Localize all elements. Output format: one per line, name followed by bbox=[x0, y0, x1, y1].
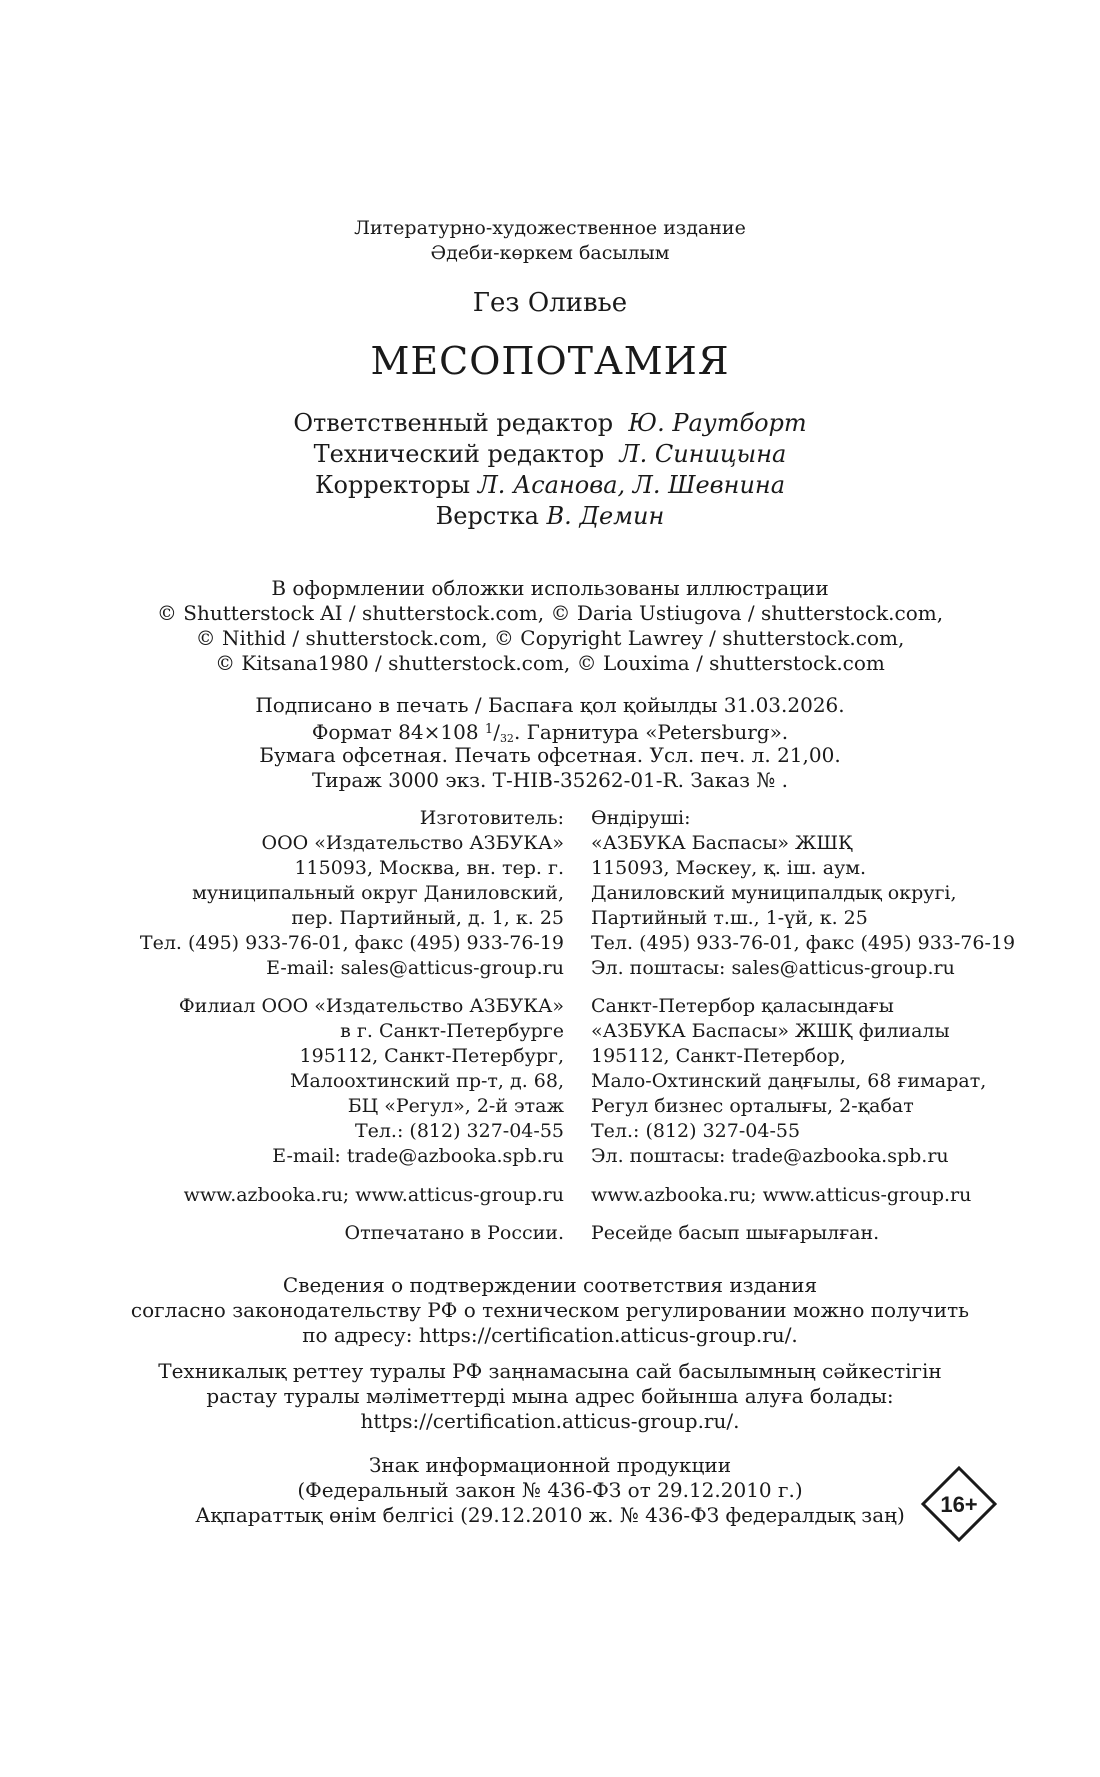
tech-editor-name: Л. Синицына bbox=[619, 440, 787, 468]
layout-name: В. Демин bbox=[546, 502, 665, 530]
manufacturer-kz-line: Тел. (495) 933-76-01, факс (495) 933-76-19 bbox=[591, 932, 1016, 954]
branch-ru-line: E-mail: trade@azbooka.spb.ru bbox=[272, 1145, 564, 1167]
resp-editor-label: Ответственный редактор bbox=[293, 409, 614, 437]
branch-ru-line: Тел.: (812) 327-04-55 bbox=[354, 1120, 564, 1142]
branch-ru-line: Филиал ООО «Издательство АЗБУКА» bbox=[178, 995, 564, 1017]
format-suffix: . Гарнитура «Petersburg». bbox=[513, 720, 789, 744]
info-sign-line: Знак информационной продукции bbox=[368, 1453, 732, 1477]
manufacturer-kz bbox=[591, 806, 1031, 981]
book-title: МЕСОПОТАМИЯ bbox=[370, 339, 730, 383]
certification-kz-line: растау туралы мәліметтерді мына адрес бойынша алуға болады: bbox=[206, 1384, 894, 1408]
certification-kz-line: Техникалық реттеу туралы РФ заңнамасына сай басылымның сәйкестігін bbox=[158, 1359, 942, 1383]
branch-kz-line: Санкт-Петербор қаласындағы bbox=[591, 995, 894, 1017]
branch-ru bbox=[120, 994, 564, 1169]
correctors-line bbox=[0, 470, 1100, 501]
manufacturer-ru-line: Изготовитель: bbox=[419, 807, 564, 829]
branch-ru-line: 195112, Санкт-Петербург, bbox=[299, 1045, 564, 1067]
manufacturer-ru-line: E-mail: sales@atticus-group.ru bbox=[266, 957, 564, 979]
manufacturer-ru-line: ООО «Издательство АЗБУКА» bbox=[261, 832, 564, 854]
format-line: Формат 84×108 $^1/_{32}$. Гарнитура «Petersburg». bbox=[311, 720, 789, 745]
run-line: Тираж 3000 экз. Т-HIB-35262-01-R. Заказ № . bbox=[311, 768, 789, 792]
branch-kz-line: Тел.: (812) 327-04-55 bbox=[591, 1120, 801, 1142]
tech-editor-line bbox=[0, 439, 1100, 470]
cover-illustrations-line: © Nithid / shutterstock.com, © Copyright Lawrey / shutterstock.com, bbox=[195, 626, 905, 650]
resp-editor-line bbox=[0, 408, 1100, 439]
certification-ru-line: по адресу: https://certification.atticus-group.ru/. bbox=[302, 1323, 798, 1347]
manufacturer-kz-line: Партийный т.ш., 1-үй, к. 25 bbox=[591, 907, 868, 929]
branch-ru-line: в г. Санкт-Петербурге bbox=[340, 1020, 564, 1042]
format-denominator: 32 bbox=[499, 732, 514, 745]
edition-type-kz: Әдеби-көркем басылым bbox=[430, 242, 670, 264]
printed-ru: Отпечатано в России. bbox=[344, 1222, 564, 1244]
branch-kz-line: «АЗБУКА Баспасы» ЖШҚ филиалы bbox=[591, 1020, 950, 1042]
age-rating-badge bbox=[920, 1465, 998, 1543]
info-sign-line: (Федеральный закон № 436-ФЗ от 29.12.2010 г.) bbox=[297, 1478, 803, 1502]
web-ru: www.azbooka.ru; www.atticus-group.ru bbox=[183, 1184, 564, 1206]
resp-editor-name: Ю. Раутборт bbox=[628, 409, 807, 437]
correctors-label: Корректоры bbox=[314, 471, 471, 499]
layout-line bbox=[0, 501, 1100, 532]
edition-type-ru: Литературно-художественное издание bbox=[354, 217, 746, 239]
branch-kz-line: Эл. поштасы: trade@azbooka.spb.ru bbox=[591, 1145, 949, 1167]
branch-kz-line: Мало-Охтинский даңғылы, 68 ғимарат, bbox=[591, 1070, 987, 1092]
info-sign-line: Ақпараттық өнім белгісі (29.12.2010 ж. № 436-ФЗ федералдық заң) bbox=[195, 1503, 905, 1527]
signed-for-print: Подписано в печать / Баспаға қол қойылды 31.03.2026. bbox=[255, 693, 845, 717]
manufacturer-kz-line: «АЗБУКА Баспасы» ЖШҚ bbox=[591, 832, 853, 854]
paper-line: Бумага офсетная. Печать офсетная. Усл. печ. л. 21,00. bbox=[259, 743, 841, 767]
manufacturer-kz-line: Өндіруші: bbox=[591, 807, 691, 829]
layout-label: Верстка bbox=[435, 502, 539, 530]
branch-ru-line: БЦ «Регул», 2-й этаж bbox=[347, 1095, 564, 1117]
tech-editor-label: Технический редактор bbox=[313, 440, 605, 468]
age-rating-text: 16+ bbox=[940, 1492, 978, 1517]
manufacturer-ru-line: 115093, Москва, вн. тер. г. bbox=[294, 857, 564, 879]
branch-kz-line: Регул бизнес орталығы, 2-қабат bbox=[591, 1095, 914, 1117]
manufacturer-kz-line: 115093, Мәскеу, қ. іш. аум. bbox=[591, 857, 867, 879]
branch-kz bbox=[591, 994, 1031, 1169]
manufacturer-ru-line: пер. Партийный, д. 1, к. 25 bbox=[291, 907, 564, 929]
manufacturer-ru bbox=[120, 806, 564, 981]
author-name: Гез Оливье bbox=[472, 288, 628, 318]
format-prefix: Формат 84×108 bbox=[311, 720, 485, 744]
format-numerator: 1 bbox=[484, 722, 494, 737]
certification-ru-line: Сведения о подтверждении соответствия издания bbox=[282, 1273, 818, 1297]
cover-illustrations-line: © Shutterstock AI / shutterstock.com, © Daria Ustiugova / shutterstock.com, bbox=[156, 601, 944, 625]
correctors-names: Л. Асанова, Л. Шевнина bbox=[477, 471, 786, 499]
certification-ru-line: согласно законодательству РФ о техническом регулировании можно получить bbox=[130, 1298, 970, 1322]
branch-ru-line: Малоохтинский пр-т, д. 68, bbox=[290, 1070, 564, 1092]
manufacturer-ru-line: Тел. (495) 933-76-01, факс (495) 933-76-19 bbox=[139, 932, 564, 954]
manufacturer-kz-line: Даниловский муниципалдық округі, bbox=[591, 882, 957, 904]
manufacturer-ru-line: муниципальный округ Даниловский, bbox=[192, 882, 564, 904]
cover-illustrations-line: В оформлении обложки использованы иллюстрации bbox=[271, 576, 829, 600]
web-kz: www.azbooka.ru; www.atticus-group.ru bbox=[591, 1184, 972, 1206]
cover-illustrations-line: © Kitsana1980 / shutterstock.com, © Louxima / shutterstock.com bbox=[215, 651, 885, 675]
manufacturer-kz-line: Эл. поштасы: sales@atticus-group.ru bbox=[591, 957, 955, 979]
certification-kz-line: https://certification.atticus-group.ru/. bbox=[360, 1409, 740, 1433]
branch-kz-line: 195112, Санкт-Петербор, bbox=[591, 1045, 846, 1067]
printed-kz: Ресейде басып шығарылған. bbox=[591, 1222, 880, 1244]
